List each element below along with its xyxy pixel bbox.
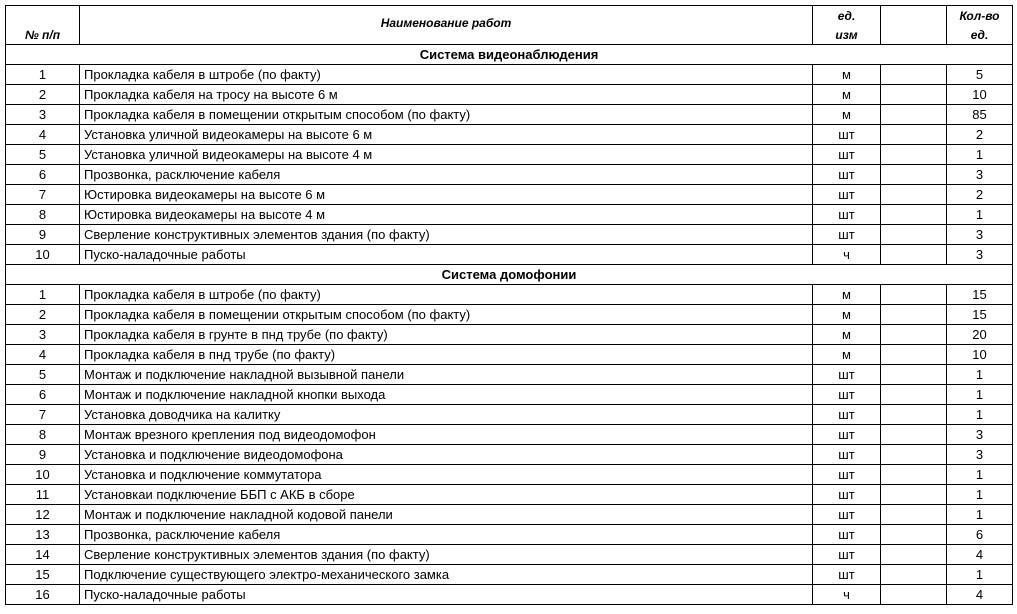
row-quantity: 1 [947, 205, 1013, 225]
row-quantity: 6 [947, 525, 1013, 545]
row-empty-cell [881, 405, 947, 425]
row-work-name: Сверление конструктивных элементов здания (по факту) [80, 545, 813, 565]
table-row [6, 105, 1013, 125]
row-unit: шт [813, 565, 881, 585]
row-number: 8 [6, 425, 80, 445]
header-qty-line2: ед. [947, 25, 1013, 45]
row-quantity: 1 [947, 385, 1013, 405]
row-work-name: Юстировка видеокамеры на высоте 4 м [80, 205, 813, 225]
table-row [6, 385, 1013, 405]
row-empty-cell [881, 505, 947, 525]
row-number: 8 [6, 205, 80, 225]
row-unit: ч [813, 245, 881, 265]
row-empty-cell [881, 185, 947, 205]
row-unit: шт [813, 445, 881, 465]
table-row [6, 165, 1013, 185]
table-row [6, 65, 1013, 85]
row-number: 5 [6, 145, 80, 165]
row-work-name: Установка доводчика на калитку [80, 405, 813, 425]
row-empty-cell [881, 545, 947, 565]
row-number: 6 [6, 385, 80, 405]
row-unit: м [813, 105, 881, 125]
row-work-name: Пуско-наладочные работы [80, 245, 813, 265]
row-empty-cell [881, 325, 947, 345]
table-row [6, 325, 1013, 345]
row-quantity: 4 [947, 585, 1013, 605]
row-unit: шт [813, 185, 881, 205]
row-unit: м [813, 325, 881, 345]
row-number: 4 [6, 345, 80, 365]
row-empty-cell [881, 425, 947, 445]
row-quantity: 1 [947, 405, 1013, 425]
row-empty-cell [881, 285, 947, 305]
row-work-name: Монтаж и подключение накладной кодовой панели [80, 505, 813, 525]
row-empty-cell [881, 105, 947, 125]
row-quantity: 4 [947, 545, 1013, 565]
row-unit: ч [813, 585, 881, 605]
row-quantity: 3 [947, 445, 1013, 465]
section-title: Система домофонии [6, 265, 1013, 285]
table-row [6, 85, 1013, 105]
row-number: 10 [6, 245, 80, 265]
row-work-name: Прокладка кабеля в помещении открытым способом (по факту) [80, 305, 813, 325]
row-unit: м [813, 85, 881, 105]
row-number: 7 [6, 405, 80, 425]
table-row [6, 425, 1013, 445]
row-unit: шт [813, 525, 881, 545]
row-quantity: 85 [947, 105, 1013, 125]
section-header-row [6, 265, 1013, 285]
row-unit: шт [813, 505, 881, 525]
table-row [6, 525, 1013, 545]
row-unit: шт [813, 145, 881, 165]
row-work-name: Прокладка кабеля в пнд трубе (по факту) [80, 345, 813, 365]
row-empty-cell [881, 585, 947, 605]
table-row [6, 125, 1013, 145]
row-number: 16 [6, 585, 80, 605]
row-unit: шт [813, 465, 881, 485]
row-work-name: Сверление конструктивных элементов здания (по факту) [80, 225, 813, 245]
row-unit: м [813, 65, 881, 85]
row-work-name: Установка уличной видеокамеры на высоте 4 м [80, 145, 813, 165]
row-empty-cell [881, 225, 947, 245]
table-row [6, 225, 1013, 245]
row-unit: шт [813, 545, 881, 565]
row-number: 12 [6, 505, 80, 525]
row-number: 2 [6, 305, 80, 325]
row-work-name: Прокладка кабеля в штробе (по факту) [80, 285, 813, 305]
row-unit: шт [813, 205, 881, 225]
header-number: № п/п [6, 6, 80, 45]
row-work-name: Монтаж и подключение накладной вызывной панели [80, 365, 813, 385]
row-quantity: 2 [947, 185, 1013, 205]
row-empty-cell [881, 305, 947, 325]
row-empty-cell [881, 385, 947, 405]
row-quantity: 15 [947, 285, 1013, 305]
table-row [6, 365, 1013, 385]
row-quantity: 3 [947, 165, 1013, 185]
row-unit: шт [813, 225, 881, 245]
row-unit: шт [813, 365, 881, 385]
row-work-name: Установка и подключение коммутатора [80, 465, 813, 485]
row-quantity: 10 [947, 345, 1013, 365]
row-unit: шт [813, 125, 881, 145]
row-work-name: Прокладка кабеля в помещении открытым способом (по факту) [80, 105, 813, 125]
table-row [6, 445, 1013, 465]
row-unit: шт [813, 165, 881, 185]
row-empty-cell [881, 345, 947, 365]
row-work-name: Прозвонка, расключение кабеля [80, 525, 813, 545]
row-quantity: 1 [947, 505, 1013, 525]
table-row [6, 245, 1013, 265]
row-work-name: Монтаж врезного крепления под видеодомофон [80, 425, 813, 445]
table-row [6, 545, 1013, 565]
table-body [6, 45, 1013, 605]
table-row [6, 465, 1013, 485]
table-row [6, 405, 1013, 425]
row-quantity: 3 [947, 425, 1013, 445]
table-row [6, 345, 1013, 365]
row-unit: м [813, 285, 881, 305]
row-work-name: Пуско-наладочные работы [80, 585, 813, 605]
table-row [6, 285, 1013, 305]
row-quantity: 15 [947, 305, 1013, 325]
row-empty-cell [881, 85, 947, 105]
row-unit: м [813, 345, 881, 365]
row-number: 10 [6, 465, 80, 485]
row-work-name: Установка уличной видеокамеры на высоте 6 м [80, 125, 813, 145]
section-header-row [6, 45, 1013, 65]
row-quantity: 1 [947, 145, 1013, 165]
row-empty-cell [881, 485, 947, 505]
row-number: 5 [6, 365, 80, 385]
header-qty-line1: Кол-во [947, 6, 1013, 26]
table-header [6, 6, 1013, 45]
row-quantity: 3 [947, 245, 1013, 265]
row-unit: шт [813, 405, 881, 425]
row-number: 15 [6, 565, 80, 585]
table-row [6, 145, 1013, 165]
header-work-name: Наименование работ [80, 6, 813, 45]
table-row [6, 505, 1013, 525]
row-quantity: 2 [947, 125, 1013, 145]
table-row [6, 305, 1013, 325]
row-unit: шт [813, 425, 881, 445]
header-unit-line1: ед. [813, 6, 881, 26]
row-work-name: Прокладка кабеля в штробе (по факту) [80, 65, 813, 85]
works-table [5, 5, 1013, 605]
row-empty-cell [881, 125, 947, 145]
row-empty-cell [881, 525, 947, 545]
row-quantity: 20 [947, 325, 1013, 345]
row-quantity: 1 [947, 485, 1013, 505]
table-row [6, 585, 1013, 605]
row-work-name: Юстировка видеокамеры на высоте 6 м [80, 185, 813, 205]
row-number: 6 [6, 165, 80, 185]
row-unit: шт [813, 485, 881, 505]
header-unit-line2: изм [813, 25, 881, 45]
row-number: 14 [6, 545, 80, 565]
header-empty-cell [881, 6, 947, 45]
row-quantity: 1 [947, 565, 1013, 585]
row-quantity: 5 [947, 65, 1013, 85]
row-work-name: Прозвонка, расключение кабеля [80, 165, 813, 185]
row-work-name: Монтаж и подключение накладной кнопки выхода [80, 385, 813, 405]
row-empty-cell [881, 165, 947, 185]
row-quantity: 10 [947, 85, 1013, 105]
row-quantity: 3 [947, 225, 1013, 245]
row-work-name: Установка и подключение видеодомофона [80, 445, 813, 465]
row-empty-cell [881, 565, 947, 585]
row-number: 2 [6, 85, 80, 105]
row-empty-cell [881, 145, 947, 165]
row-empty-cell [881, 65, 947, 85]
table-row [6, 205, 1013, 225]
row-number: 4 [6, 125, 80, 145]
row-empty-cell [881, 205, 947, 225]
row-empty-cell [881, 365, 947, 385]
table-row [6, 565, 1013, 585]
row-empty-cell [881, 245, 947, 265]
row-number: 3 [6, 325, 80, 345]
row-number: 1 [6, 65, 80, 85]
section-title: Система видеонаблюдения [6, 45, 1013, 65]
row-quantity: 1 [947, 465, 1013, 485]
row-empty-cell [881, 445, 947, 465]
row-number: 13 [6, 525, 80, 545]
row-unit: шт [813, 385, 881, 405]
row-number: 9 [6, 225, 80, 245]
row-number: 11 [6, 485, 80, 505]
row-unit: м [813, 305, 881, 325]
table-row [6, 485, 1013, 505]
row-work-name: Прокладка кабеля в грунте в пнд трубе (по факту) [80, 325, 813, 345]
row-quantity: 1 [947, 365, 1013, 385]
row-work-name: Установкаи подключение ББП с АКБ в сборе [80, 485, 813, 505]
row-work-name: Прокладка кабеля на тросу на высоте 6 м [80, 85, 813, 105]
row-number: 3 [6, 105, 80, 125]
row-number: 9 [6, 445, 80, 465]
row-work-name: Подключение существующего электро-механического замка [80, 565, 813, 585]
row-number: 1 [6, 285, 80, 305]
row-number: 7 [6, 185, 80, 205]
table-row [6, 185, 1013, 205]
row-empty-cell [881, 465, 947, 485]
